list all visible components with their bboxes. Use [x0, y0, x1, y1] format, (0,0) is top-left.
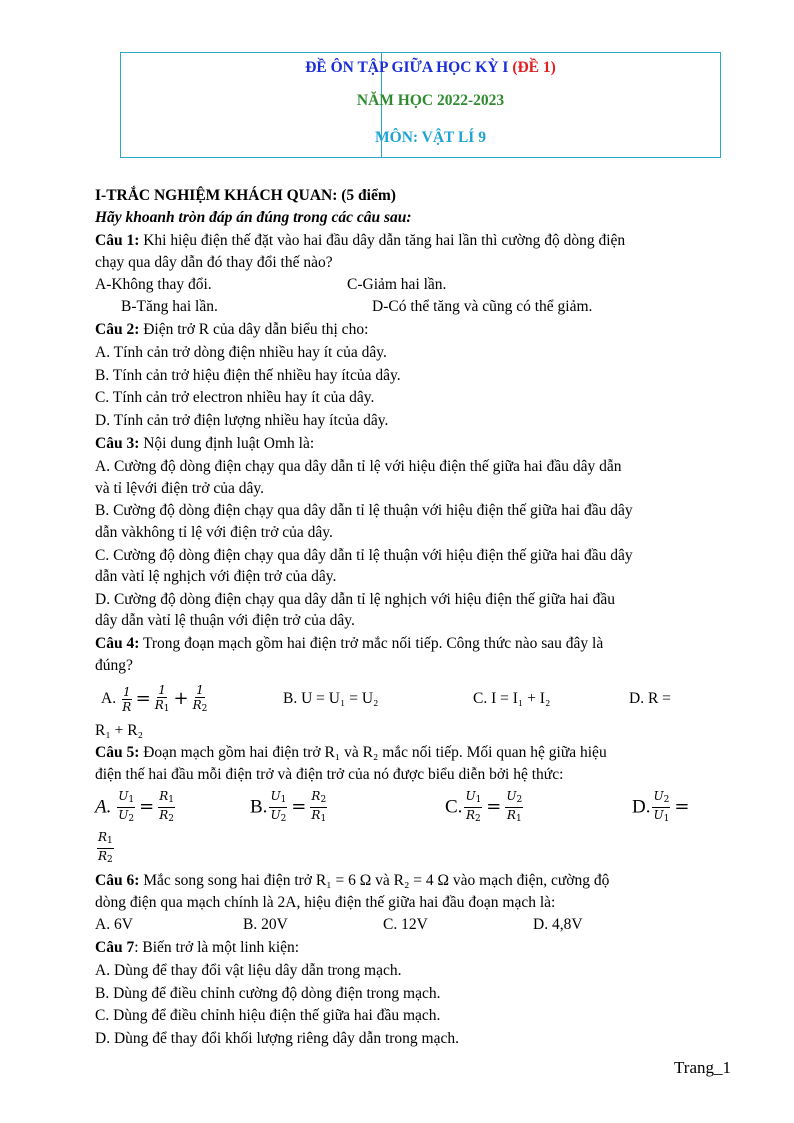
q4-label: Câu 4:	[95, 635, 140, 652]
q5-label: Câu 5:	[95, 744, 140, 761]
q4-option-c[interactable]: C. I = I₁ + I₂	[473, 690, 551, 707]
q1-option-c[interactable]: C-Giảm hai lần.	[347, 276, 447, 293]
q5-option-d-label: D.	[632, 796, 651, 818]
subject-title: MÔN: VẬT LÍ 9	[375, 129, 486, 146]
q6-option-a[interactable]: A. 6V	[95, 916, 133, 933]
q2-option-c[interactable]: C. Tính cản trở electron nhiều hay ít của dây.	[95, 389, 375, 406]
q6-option-c[interactable]: C. 12V	[383, 916, 428, 933]
q7-option-a[interactable]: A. Dùng để thay đổi vật liệu dây dẫn trong mạch.	[95, 962, 402, 979]
q5-option-d-cont[interactable]	[95, 827, 116, 869]
q3-option-a-line1[interactable]: A. Cường độ dòng điện chạy qua dây dẫn tỉ lệ với hiệu điện thế giữa hai đầu dây dẫn	[95, 458, 622, 475]
q1-option-d[interactable]: D-Có thể tăng và cũng có thể giảm.	[372, 298, 593, 315]
q4-option-a[interactable]: A. $\frac{1}{R}$ = $\frac{1}{R_1}$ + $\frac{1}{R_2}$	[101, 682, 208, 714]
formula-fraction: $\frac{1}{R}$	[122, 684, 132, 714]
q5-option-d[interactable]: D. $\frac{U_2}{U_1}$ =	[632, 788, 690, 824]
q7-option-b[interactable]: B. Dùng để điều chỉnh cường độ dòng điện trong mạch.	[95, 985, 441, 1002]
q7-stem	[95, 938, 299, 958]
formula-fraction: $\frac{U_2}{U_1}$	[653, 788, 670, 824]
q5-stem-line2: điện thế hai đầu mỗi điện trở và điện trở của nó được biểu diễn bởi hệ thức:	[95, 766, 564, 783]
q3-option-b-line2[interactable]: dẫn vàkhông tỉ lệ với điện trở của dây.	[95, 524, 333, 541]
formula-fraction: $\frac{R_1}{R_2}$	[98, 829, 113, 865]
formula-fraction: $\frac{U_1}{U_2}$	[118, 788, 135, 824]
section-heading: I-TRẮC NGHIỆM KHÁCH QUAN: (5 điểm)	[95, 187, 396, 204]
q2-text: Điện trở R của dây dẫn biểu thị cho:	[139, 321, 369, 338]
q5-option-a[interactable]: A. $\frac{U_1}{U_2}$ = $\frac{R_1}{R_2}$	[95, 788, 174, 824]
q1-label: Câu 1:	[95, 232, 140, 249]
q3-option-b-line1[interactable]: B. Cường độ dòng điện chạy qua dây dẫn tỉ lệ thuận với hiệu điện thế giữa hai đầu dây	[95, 502, 633, 519]
formula-fraction: $\frac{U_1}{U_2}$	[270, 788, 287, 824]
page-number: Trang_1	[674, 1058, 731, 1077]
q2-option-d[interactable]: D. Tính cản trở điện lượng nhiều hay ítcủa dây.	[95, 412, 389, 429]
q1-text1: Khi hiệu điện thế đặt vào hai đầu dây dẫn tăng hai lần thì cường độ dòng điện	[139, 232, 626, 249]
q6-stem-line1	[95, 871, 609, 891]
q3-option-c-line1[interactable]: C. Cường độ dòng điện chạy qua dây dẫn tỉ lệ thuận với hiệu điện thế giữa hai đầu dây	[95, 547, 633, 564]
q4-option-d-cont[interactable]: R₁ + R₂	[95, 722, 143, 739]
q6-text1: Mắc song song hai điện trở R₁ = 6 Ω và R₂ = 4 Ω vào mạch điện, cường độ	[139, 872, 610, 889]
exam-title-tag: (ĐỀ 1)	[512, 59, 556, 76]
q5-option-a-label: A.	[95, 796, 112, 818]
q7-label: Câu 7	[95, 939, 135, 956]
q1-option-a[interactable]: A-Không thay đổi.	[95, 276, 212, 293]
formula-fraction: $\frac{R_1}{R_2}$	[159, 788, 174, 824]
q4-option-b[interactable]: B. U = U₁ = U₂	[283, 690, 379, 707]
formula-fraction: $\frac{1}{R_1}$	[154, 682, 170, 714]
q6-label: Câu 6:	[95, 872, 140, 889]
q4-option-a-label: A.	[101, 690, 117, 707]
q1-stem-line2: chạy qua dây dẫn đó thay đổi thế nào?	[95, 254, 333, 271]
q7-text: : Biến trở là một linh kiện:	[134, 939, 300, 956]
q7-option-c[interactable]: C. Dùng để điều chỉnh hiệu điện thế giữa hai đầu mạch.	[95, 1007, 441, 1024]
formula-fraction: $\frac{U_1}{R_2}$	[465, 788, 482, 824]
q4-stem-line2: đúng?	[95, 657, 133, 674]
q4-stem-line1	[95, 634, 603, 654]
formula-fraction: $\frac{R_2}{R_1}$	[311, 788, 327, 824]
school-year: NĂM HỌC 2022-2023	[356, 92, 505, 109]
q1-stem-line1	[95, 231, 625, 251]
q6-option-d[interactable]: D. 4,8V	[533, 916, 583, 933]
q2-stem	[95, 320, 368, 340]
q3-option-c-line2[interactable]: dẫn vàtỉ lệ nghịch với điện trở của dây.	[95, 568, 337, 585]
q2-option-a[interactable]: A. Tính cản trở dòng điện nhiều hay ít của dây.	[95, 344, 387, 361]
q3-label: Câu 3:	[95, 435, 140, 452]
q5-option-b-label: B.	[250, 796, 268, 818]
q6-stem-line2: dòng điện qua mạch chính là 2A, hiệu điện thế giữa hai đầu đoạn mạch là:	[95, 894, 556, 911]
q3-text: Nội dung định luật Omh là:	[139, 435, 315, 452]
q2-option-b[interactable]: B. Tính cản trở hiệu điện thế nhiều hay ítcủa dây.	[95, 367, 401, 384]
q3-option-d-line1[interactable]: D. Cường độ dòng điện chạy qua dây dẫn tỉ lệ nghịch với hiệu điện thế giữa hai đầu	[95, 591, 616, 608]
formula-fraction: $\frac{1}{R_2}$	[192, 682, 208, 714]
q3-option-a-line2[interactable]: và tỉ lệvới điện trở của dây.	[95, 480, 265, 497]
section-instruction: Hãy khoanh tròn đáp án đúng trong các câu sau:	[95, 209, 412, 226]
q2-label: Câu 2:	[95, 321, 140, 338]
q5-option-c-label: C.	[445, 796, 463, 818]
q5-stem-line1	[95, 743, 607, 763]
q3-stem	[95, 434, 314, 454]
q4-text1: Trong đoạn mạch gồm hai điện trở mắc nối tiếp. Công thức nào sau đây là	[139, 635, 604, 652]
q1-option-b[interactable]: B-Tăng hai lần.	[121, 298, 218, 315]
q4-option-d[interactable]: D. R =	[629, 690, 671, 707]
q5-option-c[interactable]: C. $\frac{U_1}{R_2}$ = $\frac{U_2}{R_1}$	[445, 788, 523, 824]
q5-text1: Đoạn mạch gồm hai điện trở R₁ và R₂ mắc nối tiếp. Mối quan hệ giữa hiệu	[139, 744, 607, 761]
formula-fraction: $\frac{U_2}{R_1}$	[506, 788, 523, 824]
exam-title-main: ĐỀ ÔN TẬP GIỮA HỌC KỲ I	[305, 59, 509, 76]
q5-option-b[interactable]: B. $\frac{U_1}{U_2}$ = $\frac{R_2}{R_1}$	[250, 788, 327, 824]
q6-option-b[interactable]: B. 20V	[243, 916, 288, 933]
q3-option-d-line2[interactable]: dây dẫn vàtỉ lệ thuận với điện trở của dây.	[95, 612, 355, 629]
q7-option-d[interactable]: D. Dùng để thay đổi khối lượng riêng dây dẫn trong mạch.	[95, 1030, 459, 1047]
exam-title	[262, 58, 599, 78]
